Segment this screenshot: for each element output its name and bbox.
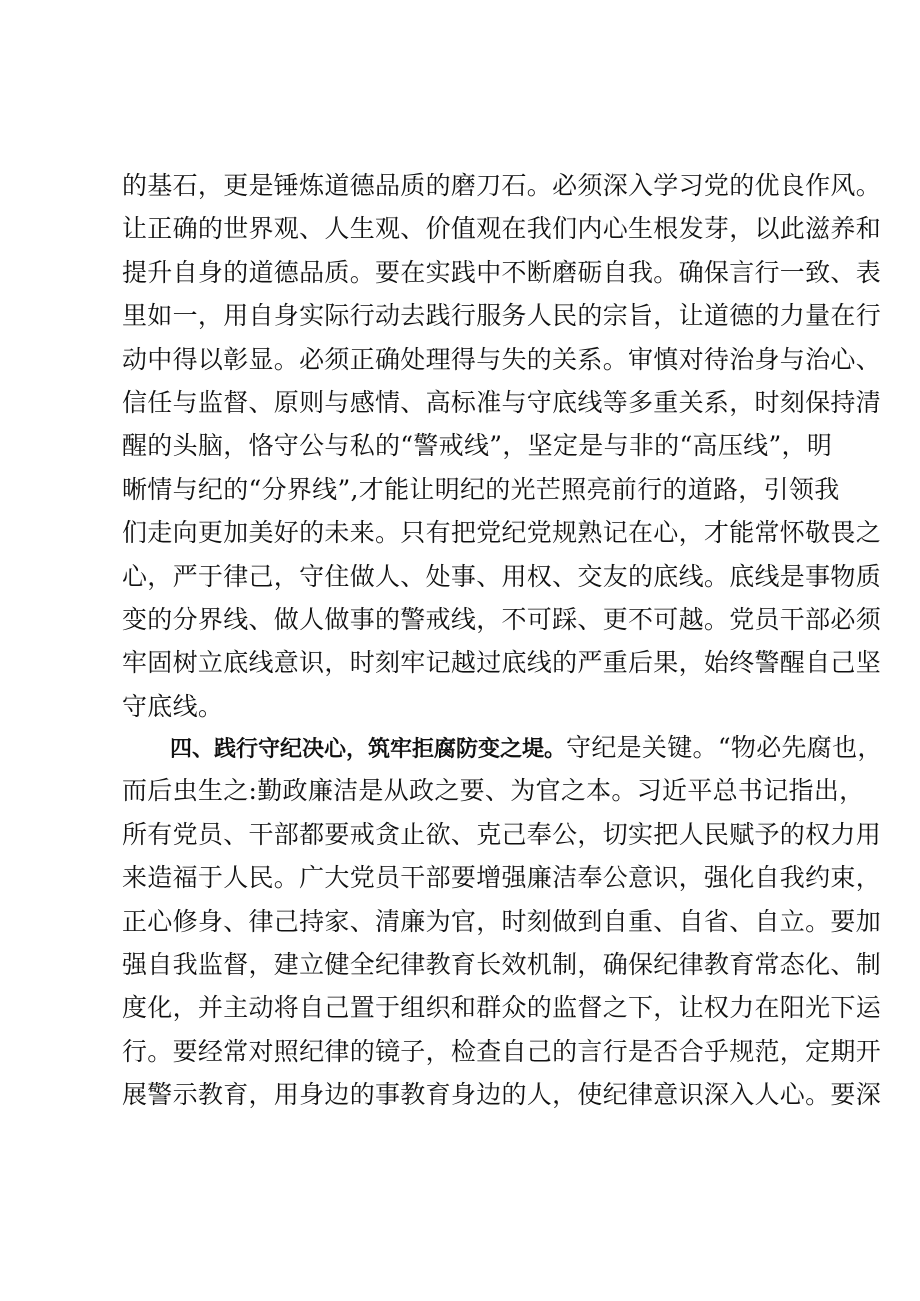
paragraph-line: 展警示教育，用身边的事教育身边的人，使纪律意识深入人心。要深 xyxy=(122,1080,882,1110)
paragraph-line: 行。要经常对照纪律的镜子，检查自己的言行是否合乎规范，定期开 xyxy=(122,1036,882,1066)
paragraph-first-line xyxy=(122,726,883,769)
paragraph-line: 而后虫生之:勤政廉洁是从政之要、为官之本。习近平总书记指出， xyxy=(122,776,865,806)
first-line-text: 守纪是关键。“物必先腐也， xyxy=(566,733,883,762)
paragraph-line: 所有党员、干部都要戒贪止欲、克己奉公，切实把人民赋予的权力用 xyxy=(122,819,882,849)
paragraph-discipline xyxy=(122,726,883,1117)
paragraph-line: 们走向更加美好的未来。只有把党纪党规熟记在心，才能常怀敬畏之 xyxy=(122,518,882,548)
paragraph-line: 正心修身、律己持家、清廉为官，时刻做到自重、自省、自立。要加 xyxy=(122,906,882,936)
paragraph-line: 里如一，用自身实际行动去践行服务人民的宗旨，让道德的力量在行 xyxy=(122,301,882,331)
paragraph-line: 牢固树立底线意识，时刻牢记越过底线的严重后果，始终警醒自己坚 xyxy=(122,648,882,678)
paragraph-line: 动中得以彰显。必须正确处理得与失的关系。审慎对待治身与治心、 xyxy=(122,344,882,374)
paragraph-line: 守底线。 xyxy=(122,691,224,721)
paragraph-line: 信任与监督、原则与感情、高标准与守底线等多重关系，时刻保持清 xyxy=(122,387,882,417)
paragraph-line: 醒的头脑，恪守公与私的“警戒线”，坚定是与非的“高压线”，明 xyxy=(122,431,833,461)
paragraph-line: 度化，并主动将自己置于组织和群众的监督之下，让权力在阳光下运 xyxy=(122,993,882,1023)
paragraph-line: 心，严于律己，守住做人、处事、用权、交友的底线。底线是事物质 xyxy=(122,561,882,591)
paragraph-line: 的基石，更是锤炼道德品质的磨刀石。必须深入学习党的优良作风。 xyxy=(122,171,882,200)
paragraph-line: 强自我监督，建立健全纪律教育长效机制，确保纪律教育常态化、制 xyxy=(122,949,882,979)
paragraph-line: 让正确的世界观、人生观、价值观在我们内心生根发芽，以此滋养和 xyxy=(122,214,882,244)
section-heading: 四、践行守纪决心，筑牢拒腐防变之堤。 xyxy=(170,737,567,762)
paragraph-line: 变的分界线、做人做事的警戒线，不可踩、更不可越。党员干部必须 xyxy=(122,604,882,634)
paragraph-line: 晰情与纪的“分界线”,才能让明纪的光芒照亮前行的道路，引领我 xyxy=(122,474,840,504)
paragraph-line: 提升自身的道德品质。要在实践中不断磨砺自我。确保言行一致、表 xyxy=(122,257,882,287)
paragraph-morality xyxy=(122,164,882,728)
paragraph-line: 来造福于人民。广大党员干部要增强廉洁奉公意识，强化自我约束， xyxy=(122,863,882,893)
